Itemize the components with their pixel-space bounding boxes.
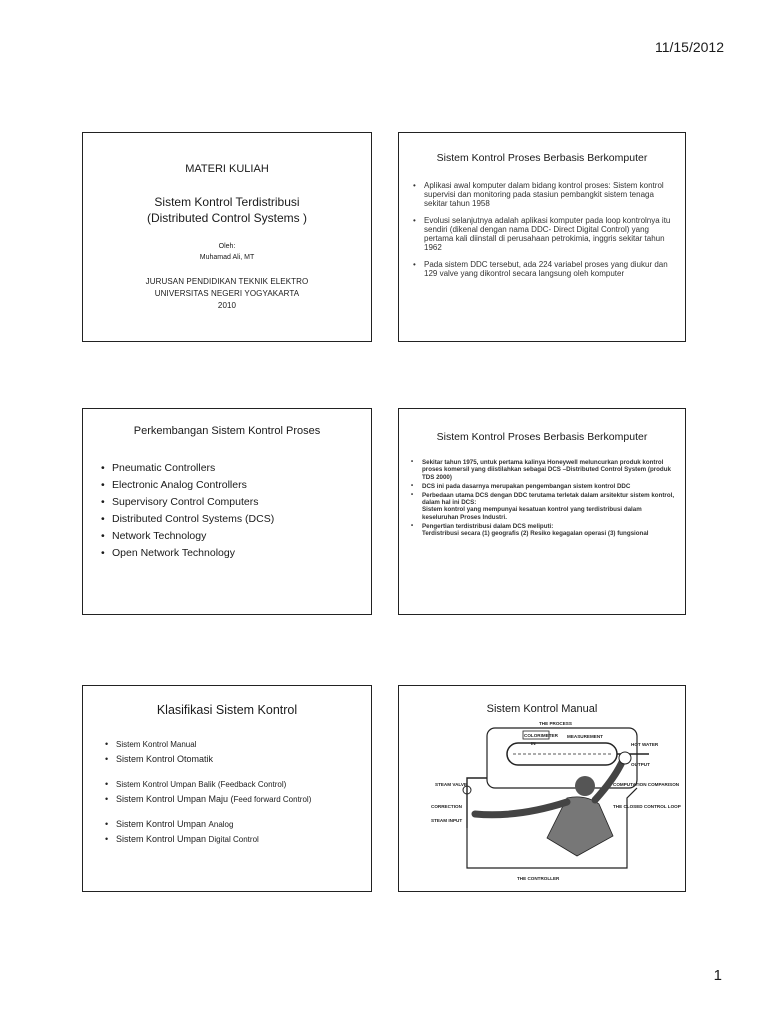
slide-title: Sistem Kontrol Proses Berbasis Berkomputer: [436, 431, 648, 443]
list-item: [105, 753, 361, 766]
bullet-list: [101, 460, 361, 562]
list-item: • Sekitar tahun 1975, untuk pertama kalinya Honeywell meluncurkan produk kontrol proses komersil yang diistilahkan sebagai DCS –Distributed Control System (produk TDS 2000): [411, 459, 675, 481]
list-item-text: Analog: [208, 820, 234, 829]
list-item: [105, 793, 361, 806]
label-in: IN: [531, 741, 536, 746]
operator-head: [575, 776, 595, 796]
university: UNIVERSITAS NEGERI YOGYAKARTA: [154, 289, 300, 298]
slide-title-page: [82, 132, 372, 342]
slide-process-control-evolution: [82, 408, 372, 615]
year: 2010: [217, 301, 237, 310]
list-item: [105, 778, 361, 791]
label-correction: CORRECTION: [431, 804, 462, 809]
oleh-label: Oleh:: [218, 243, 236, 250]
list-item-text: Sistem Kontrol Umpan Maju (: [116, 794, 234, 804]
author-name: Muhamad Ali, MT: [199, 254, 255, 261]
list-subtext: Sistem kontrol yang mempunyai kesatuan kontrol yang terdistribusi dalam keseluruhan Proses Industri.: [422, 506, 642, 521]
list-item-text: Perbedaan utama DCS dengan DDC terutama terletak dalam arsitektur sistem kontrol, dalam hal ini DCS:: [422, 491, 675, 507]
list-item: • Pneumatic Controllers: [101, 460, 361, 477]
slide-title: Sistem Kontrol Manual: [486, 703, 598, 715]
list-item: • Distributed Control Systems (DCS): [101, 511, 361, 528]
steam-pipe: [467, 778, 487, 828]
list-item: • Open Network Technology: [101, 545, 361, 562]
slide-title: Sistem Kontrol Proses Berbasis Berkomputer: [436, 152, 648, 164]
list-item-text: Sistem Kontrol Manual: [116, 740, 197, 749]
list-item: [105, 818, 361, 831]
slide-computer-process-control-1: [398, 132, 686, 342]
author-block: [83, 241, 371, 263]
slide-title: Klasifikasi Sistem Kontrol: [156, 703, 298, 717]
list-item: [411, 492, 675, 522]
list-item-text: Pengertian terdistribusi dalam DCS meliputi:: [422, 522, 554, 530]
course-title: [83, 194, 371, 226]
course-title-line1: Sistem Kontrol Terdistribusi: [154, 195, 300, 209]
list-item-text: Sistem Kontrol Umpan Balik (Feedback Control): [116, 780, 287, 789]
list-item: • Pada sistem DDC tersebut, ada 224 variabel proses yang diukur dan 129 valve yang dikontrol secara langsung oleh komputer: [413, 260, 671, 278]
label-measurement: MEASUREMENT: [567, 734, 603, 739]
page-number: 1: [713, 967, 722, 984]
list-item-text: Sistem Kontrol Otomatik: [116, 754, 214, 764]
list-item: • Evolusi selanjutnya adalah aplikasi komputer pada loop kontrolnya itu sendiri (dikenal dengan nama DDC- Direct Digital Control) yang pertama kali diinstall di perusahaan petrokimia, inggris sekitar tahun 1962: [413, 216, 671, 252]
course-label: MATERI KULIAH: [185, 163, 269, 175]
list-item-text: Digital Control: [208, 835, 259, 844]
label-colorimeter: COLORIMETER: [524, 733, 558, 738]
label-process: THE PROCESS: [539, 721, 572, 726]
operator-arm-left: [475, 802, 567, 815]
label-hot-water: HOT WATER: [631, 742, 659, 747]
list-item: [105, 833, 361, 846]
list-item-text: Sistem Kontrol Umpan: [116, 819, 209, 829]
slide-computer-process-control-2: [398, 408, 686, 615]
label-steam-input: STEAM INPUT: [431, 818, 463, 823]
department: JURUSAN PENDIDIKAN TEKNIK ELEKTRO: [145, 277, 309, 286]
manual-control-illustration: [427, 718, 681, 886]
list-item: • Aplikasi awal komputer dalam bidang kontrol proses: Sistem kontrol supervisi dan monitoring pada stasiun pembangkit sistem tenaga sekitar tahun 1958: [413, 181, 671, 208]
list-item: [411, 523, 675, 538]
list-item-text: Sistem Kontrol Umpan: [116, 834, 209, 844]
institution-block: [83, 276, 371, 312]
label-output: OUTPUT: [631, 762, 650, 767]
list-item: • DCS ini pada dasarnya merupakan pengembangan sistem kontrol DDC: [411, 483, 675, 490]
list-item: • Supervisory Control Computers: [101, 494, 361, 511]
label-closed-loop: THE CLOSED CONTROL LOOP: [613, 804, 681, 809]
list-item: • Network Technology: [101, 528, 361, 545]
bullet-list: [413, 181, 671, 286]
list-item: • Electronic Analog Controllers: [101, 477, 361, 494]
list-item-text: Feed forward Control): [233, 795, 312, 804]
slide-title: Perkembangan Sistem Kontrol Proses: [133, 425, 321, 437]
label-computation: COMPUTATION COMPARISON: [613, 782, 680, 787]
list-subtext: Terdistribusi secara (1) geografis (2) Resiko kegagalan operasi (3) fungsional: [422, 530, 649, 538]
gauge: [619, 752, 631, 764]
page-date: 11/15/2012: [654, 39, 724, 55]
slide-control-classification: [82, 685, 372, 892]
bullet-list: [411, 459, 675, 539]
operator-arm-right: [595, 760, 623, 800]
list-item: [105, 738, 361, 751]
bullet-list: [105, 738, 361, 848]
label-steam-valve: STEAM VALVE: [435, 782, 467, 787]
label-controller: THE CONTROLLER: [517, 876, 560, 881]
slide-manual-control: [398, 685, 686, 892]
course-title-line2: (Distributed Control Systems ): [146, 211, 308, 225]
